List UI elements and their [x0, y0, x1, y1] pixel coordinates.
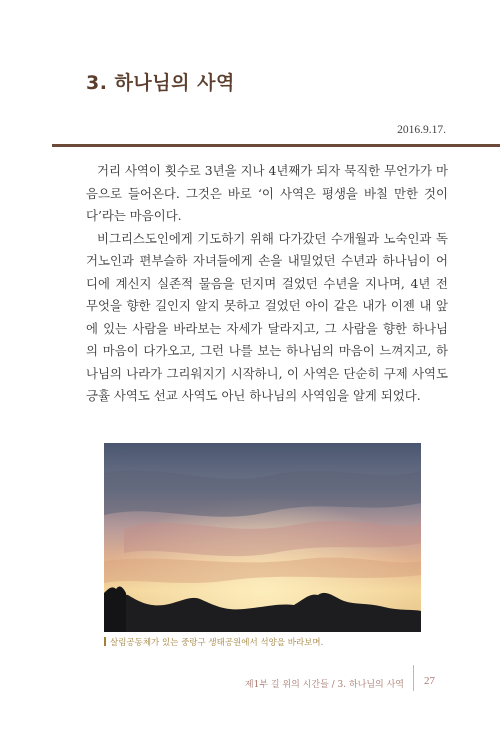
- running-head: 제1부 길 위의 시간들 / 3. 하나님의 사역: [244, 680, 404, 690]
- photo-caption-text: 살림공동체가 있는 중랑구 생태공원에서 석양을 바라보며.: [110, 638, 324, 648]
- chapter-title: 3. 하나님의 사역: [86, 72, 235, 94]
- entry-date: 2016.9.17.: [397, 124, 446, 136]
- paragraph-2: 비그리스도인에게 기도하기 위해 다가갔던 수개월과 노숙인과 독거노인과 편부슬하 자녀들에게 손을 내밀었던 수년과 하나님이 어디에 계신지 실존적 물음을 던지며 걸었던 수년을 지나며, 4년 전 무엇을 향한 길인지 알지 못하고 걸었던 아이 같은 내가 이젠 내 앞에 있는 사람을 바라보는 자세가 달라지고, 그 사람을 향한 하나님의 마음이 다가오고, 그런 나를 보는 하나님의 마음이 느껴지고, 하나님의 나라가 그리워지기 시작하니, 이 사역은 단순히 구제 사역도 긍휼 사역도 선교 사역도 아닌 하나님의 사역임을 알게 되었다.: [86, 230, 448, 403]
- photo-caption: [104, 636, 323, 648]
- footer-divider: [413, 665, 414, 691]
- page-number: 27: [424, 675, 435, 687]
- title-rule: [52, 144, 500, 147]
- caption-marker: [104, 637, 106, 646]
- sunset-photo: [104, 443, 421, 632]
- body-text: [86, 160, 448, 408]
- paragraph-1: 거리 사역이 횟수로 3년을 지나 4년째가 되자 묵직한 무언가가 마음으로 들어온다. 그것은 바로 ‘이 사역은 평생을 바칠 만한 것이다’라는 마음이다.: [86, 163, 448, 223]
